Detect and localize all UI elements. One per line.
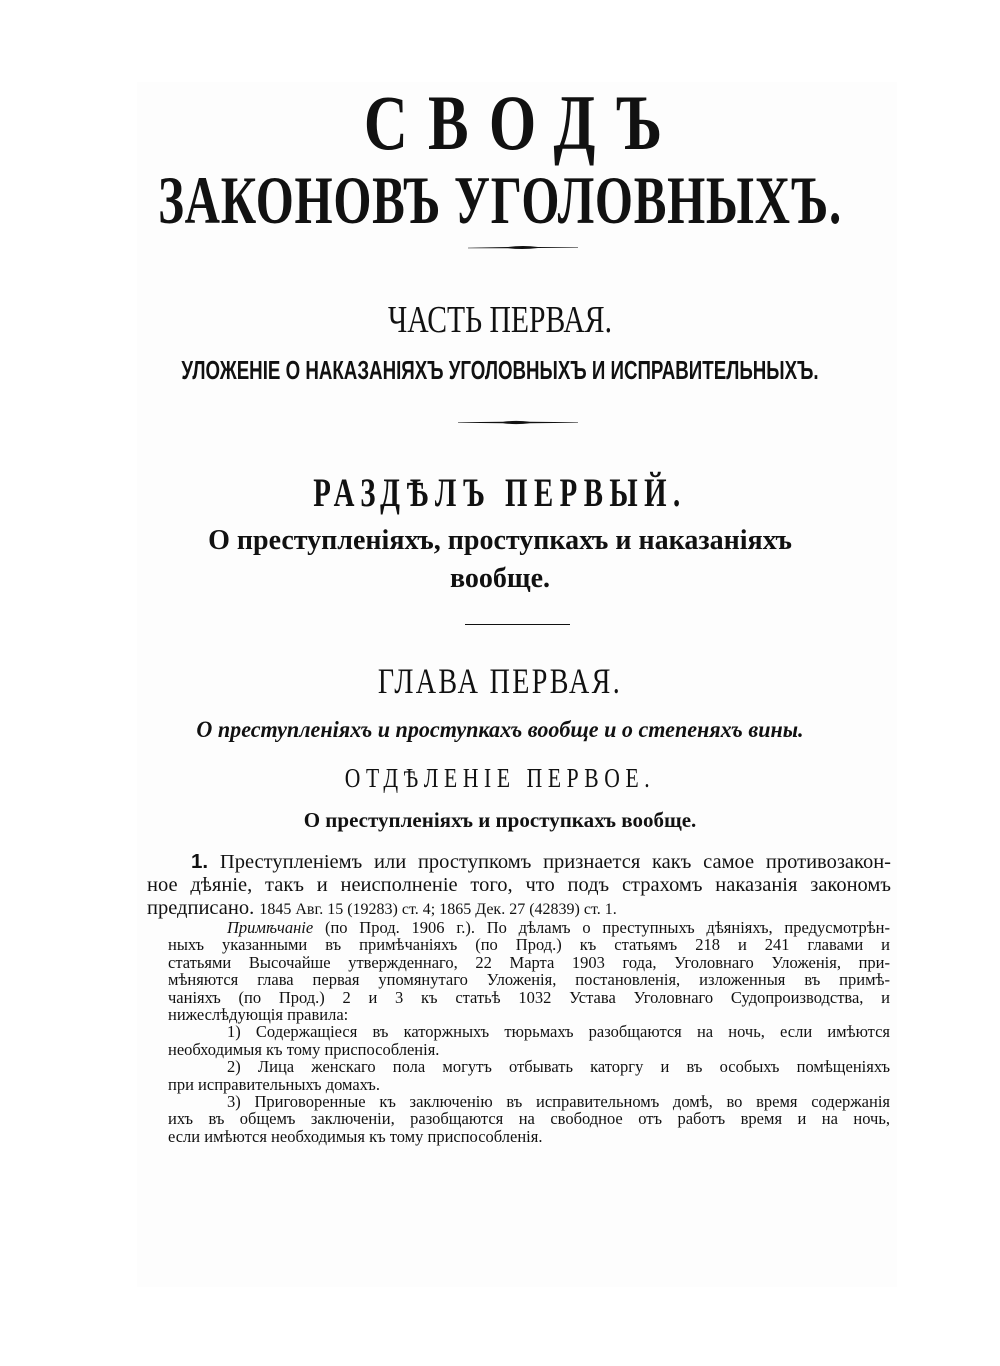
note-line: Примѣчаніе (по Прод. 1906 г.). По дѣламъ о преступныхъ дѣяніяхъ, предусмотрѣн- [227, 918, 890, 937]
section-title: РАЗДѢЛЪ ПЕРВЫЙ. [313, 470, 687, 515]
note-rule-2: при исправительныхъ домахъ. [168, 1074, 380, 1094]
note-rule-3: ихъ въ общемъ заключеніи, разобщаются на свободное отъ работъ время и на ночь, [168, 1109, 890, 1129]
ornamental-rule [458, 420, 578, 424]
note-label: Примѣчаніе [227, 918, 314, 937]
document-title: СВОДЪ [363, 79, 683, 166]
part-subtitle: УЛОЖЕНІЕ О НАКАЗАНІЯХЪ УГОЛОВНЫХЪ И ИСПРАВИТЕЛЬНЫХЪ. [181, 355, 819, 385]
article-1-line: ное дѣяніе, такъ и неисполненіе того, что подъ страхомъ наказанія закономъ [147, 874, 891, 896]
note-rule-3: если имѣются необходимыя къ тому приспособленія. [168, 1126, 543, 1146]
article-1-line: 1. Преступленіемъ или проступкомъ признается какъ самое противозакон- [191, 850, 891, 873]
article-1-note [168, 919, 890, 1145]
note-rule-3: 3) Приговоренные къ заключенію въ исправительномъ домѣ, во время содержанія [227, 1092, 890, 1112]
division-title: ОТДѢЛЕНІЕ ПЕРВОЕ. [344, 763, 656, 793]
note-line: чаніяхъ (по Прод.) 2 и 3 къ статьѣ 1032 Устава Уголовнаго Судопроизводства, и [168, 987, 890, 1007]
division-subtitle: О преступленіяхъ и проступкахъ вообще. [303, 808, 697, 832]
note-rule-1: необходимыя къ тому приспособленія. [168, 1039, 440, 1059]
legislative-references: 1845 Авг. 15 (19283) ст. 4; 1865 Дек. 27 (42839) ст. 1. [259, 901, 617, 918]
article-1 [147, 850, 891, 921]
article-1-line: предписано. 1845 Авг. 15 (19283) ст. 4; 1865 Дек. 27 (42839) ст. 1. [147, 897, 617, 919]
note-rule-1: 1) Содержащіеся въ каторжныхъ тюрьмахъ разобщаются на ночь, если имѣются [227, 1022, 890, 1042]
chapter-subtitle: О преступленіяхъ и проступкахъ вообще и о степеняхъ вины. [196, 717, 804, 742]
article-number: 1. [191, 850, 209, 873]
separator-rule [465, 624, 570, 625]
ornamental-rule [468, 245, 578, 249]
document-subtitle: ЗАКОНОВЪ УГОЛОВНЫХЪ. [158, 162, 842, 238]
section-subtitle-line2: вообще. [450, 563, 550, 594]
part-title: ЧАСТЬ ПЕРВАЯ. [388, 299, 612, 341]
note-line: ныхъ указанными въ примѣчаніяхъ (по Прод.) къ статьямъ 218 и 241 главами и [168, 935, 890, 955]
note-rule-2: 2) Лица женскаго пола могутъ отбывать каторгу и въ особыхъ помѣщеніяхъ [227, 1057, 890, 1077]
chapter-title: ГЛАВА ПЕРВАЯ. [377, 661, 623, 701]
note-line: статьями Высочайше утвержденнаго, 22 Марта 1903 года, Уголовнаго Уложенія, при- [168, 952, 890, 972]
note-line: нижеслѣдующія правила: [168, 1005, 349, 1025]
section-subtitle-line1: О преступленіяхъ, проступкахъ и наказаніяхъ [208, 525, 792, 556]
note-line: мѣняются глава первая упомянутаго Уложенія, постановленія, изложенныя въ примѣ- [168, 970, 890, 990]
